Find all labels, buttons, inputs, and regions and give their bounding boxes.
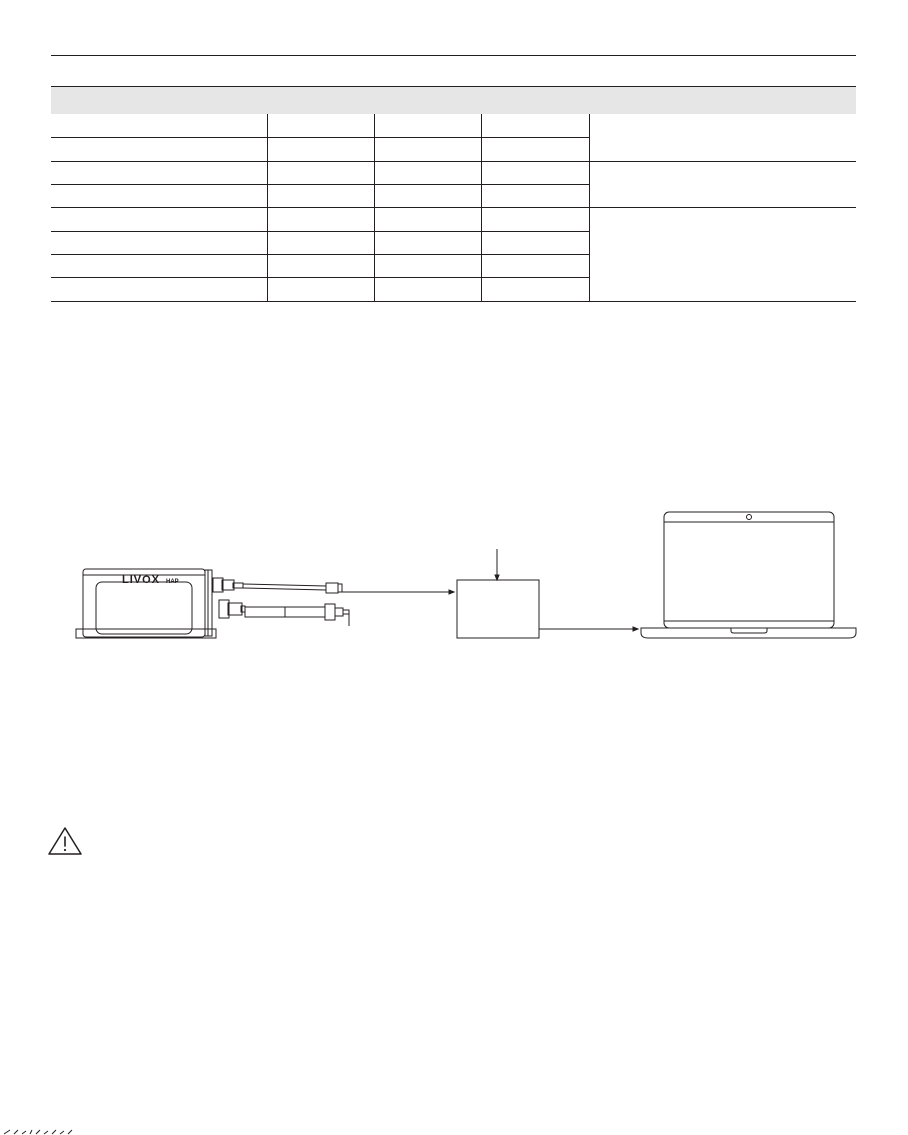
table-row-rule [51,161,856,162]
lidar-device [76,569,216,638]
spec-table [51,86,856,114]
table-row-rule [51,184,589,185]
device-model-mark: HAP [166,579,179,585]
table-column-rule [374,114,375,301]
table-column-rule [267,114,268,301]
footer-mark [0,1128,90,1135]
table-bottom-rule [51,301,856,302]
converter-box [457,549,539,638]
table-row-rule [51,277,589,278]
table-row-rule [51,231,589,232]
device-connectors [213,578,245,618]
warning-triangle-icon [47,826,83,856]
table-column-rule [589,114,590,301]
laptop [641,512,856,638]
table-row-rule [51,254,589,255]
table-row-rule [51,207,856,208]
box-to-laptop-cable [539,627,638,631]
device-logo: LIVOX [122,574,161,586]
table-row-rule [51,137,589,138]
power-cable [245,604,349,626]
webcam-icon [747,515,752,520]
table-header [51,86,856,114]
table-column-rule [481,114,482,301]
connection-diagram [0,500,908,660]
top-rule [51,55,856,56]
ethernet-cable [243,583,454,594]
